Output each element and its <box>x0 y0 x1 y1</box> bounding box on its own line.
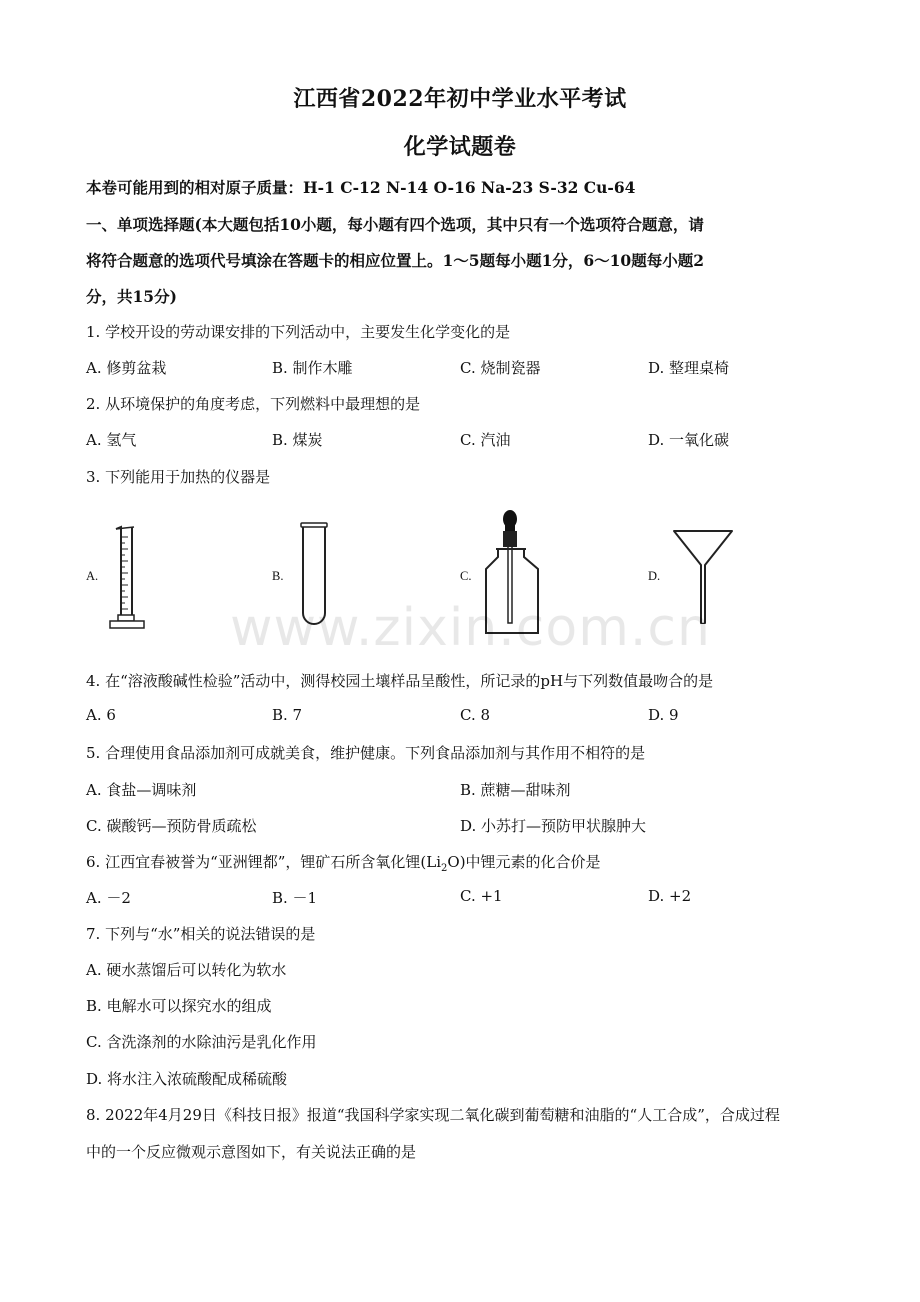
question-5-option-d: D. 小苏打—预防甲状腺肿大 <box>460 817 647 835</box>
question-7-option-b: B. 电解水可以探究水的组成 <box>86 997 272 1015</box>
question-6-stem-post: O)中锂元素的化合价是 <box>447 853 601 871</box>
question-3-stem: 3. 下列能用于加热的仪器是 <box>86 468 271 486</box>
question-7-option-d: D. 将水注入浓硫酸配成稀硫酸 <box>86 1070 288 1088</box>
question-3-option-c: C. <box>460 569 472 583</box>
question-7-option-a: A. 硬水蒸馏后可以转化为软水 <box>86 961 287 979</box>
question-4-option-b: B. 7 <box>272 706 303 724</box>
question-1-option-a: A. 修剪盆栽 <box>86 359 167 377</box>
question-5-stem: 5. 合理使用食品添加剂可成就美食，维护健康。下列食品添加剂与其作用不相符的是 <box>86 744 646 762</box>
question-7-stem: 7. 下列与“水”相关的说法错误的是 <box>86 925 316 943</box>
question-7-option-c: C. 含洗涤剂的水除油污是乳化作用 <box>86 1033 317 1051</box>
question-5-option-a: A. 食盐—调味剂 <box>86 781 197 799</box>
question-6-option-c: C. +1 <box>460 887 503 905</box>
section-instructions-line3: 分，共15分) <box>86 287 177 306</box>
question-4-option-c: C. 8 <box>460 706 491 724</box>
question-2-option-d: D. 一氧化碳 <box>648 431 730 449</box>
question-2-option-c: C. 汽油 <box>460 431 511 449</box>
question-6-option-d: D. +2 <box>648 887 692 905</box>
question-6-option-b: B. －1 <box>272 889 318 907</box>
section-instructions-line1: 一、单项选择题(本大题包括10小题，每小题有四个选项，其中只有一个选项符合题意，请 <box>86 215 704 234</box>
question-3-option-b: B. <box>272 569 284 583</box>
question-2-stem: 2. 从环境保护的角度考虑，下列燃料中最理想的是 <box>86 395 421 413</box>
page-subtitle: 化学试题卷 <box>403 134 517 160</box>
atomic-masses-note: 本卷可能用到的相对原子质量：H-1 C-12 N-14 O-16 Na-23 S-32 Cu-64 <box>86 178 636 197</box>
question-6-stem-pre: 6. 江西宜春被誉为“亚洲锂都”，锂矿石所含氧化锂(Li <box>86 853 442 871</box>
question-2-option-b: B. 煤炭 <box>272 431 323 449</box>
question-8-stem-line2: 中的一个反应微观示意图如下，有关说法正确的是 <box>86 1143 417 1161</box>
question-4-stem: 4. 在“溶液酸碱性检验”活动中，测得校园土壤样品呈酸性，所记录的pH与下列数值最吻合的是 <box>86 672 714 690</box>
question-2-option-a: A. 氢气 <box>86 431 137 449</box>
question-4-option-d: D. 9 <box>648 706 679 724</box>
question-1-option-c: C. 烧制瓷器 <box>460 359 541 377</box>
question-6-stem <box>86 851 601 874</box>
section-instructions-line2: 将符合题意的选项代号填涂在答题卡的相应位置上。1～5题每小题1分，6～10题每小题2 <box>86 251 704 270</box>
question-5-option-c: C. 碳酸钙—预防骨质疏松 <box>86 817 257 835</box>
watermark: www.zixin.com.cn <box>230 598 711 658</box>
question-1-option-d: D. 整理桌椅 <box>648 359 730 377</box>
question-6-option-a: A. －2 <box>86 889 131 907</box>
question-8-stem-line1: 8. 2022年4月29日《科技日报》报道“我国科学家实现二氧化碳到葡萄糖和油脂的“人工合成”，合成过程 <box>86 1106 780 1124</box>
page-title: 江西省2022年初中学业水平考试 <box>293 86 627 112</box>
question-4-option-a: A. 6 <box>86 706 116 724</box>
question-5-option-b: B. 蔗糖—甜味剂 <box>460 781 571 799</box>
question-3-option-d: D. <box>648 569 661 583</box>
question-3-option-a: A. <box>86 569 99 583</box>
question-6-subscript: 2 <box>441 863 448 874</box>
question-1-option-b: B. 制作木雕 <box>272 359 353 377</box>
question-1-stem: 1. 学校开设的劳动课安排的下列活动中，主要发生化学变化的是 <box>86 323 511 341</box>
graduated-cylinder-figure <box>104 505 154 635</box>
